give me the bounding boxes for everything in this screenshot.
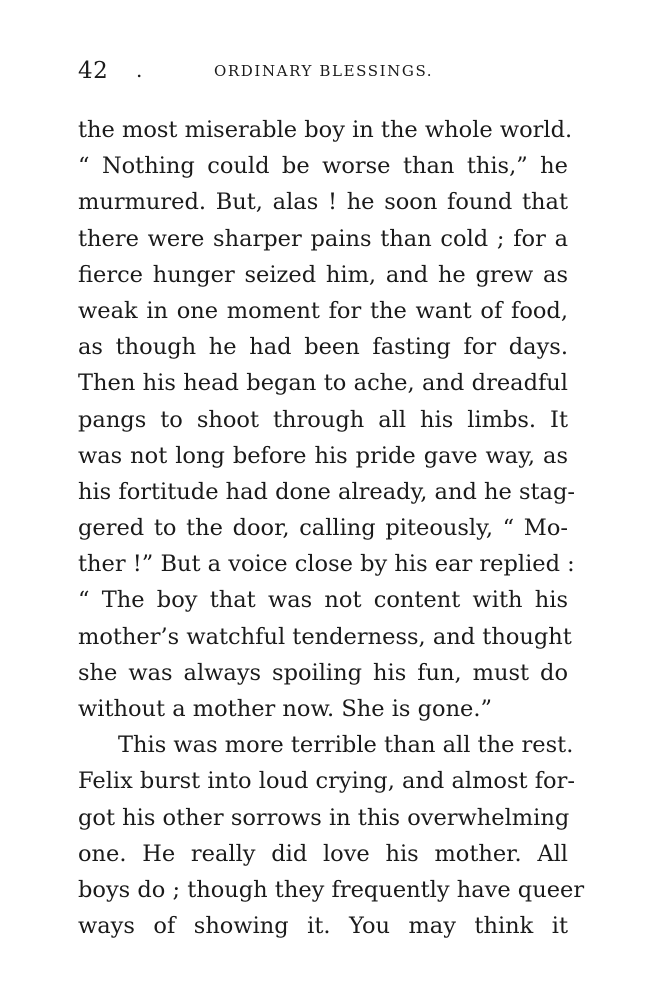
text-line: his fortitude had done already, and he stag- — [78, 478, 575, 505]
page-number: 42 — [78, 58, 109, 84]
text-line: weak in one moment for the want of food, — [78, 297, 568, 324]
text-line: was not long before his pride gave way, as — [78, 442, 568, 469]
text-line: Then his head began to ache, and dreadful — [78, 370, 568, 397]
text-line: ways of showing it. You may think it — [78, 913, 568, 940]
text-line: gered to the door, calling piteously, “ Mo- — [78, 515, 568, 542]
text-line: mother’s watchful tenderness, and thought — [78, 623, 572, 650]
text-line: pangs to shoot through all his limbs. It — [78, 406, 568, 433]
running-title: ORDINARY BLESSINGS. — [214, 62, 434, 80]
text-line: “ Nothing could be worse than this,” he — [78, 153, 568, 180]
text-line: boys do ; though they frequently have queer — [78, 876, 585, 903]
text-line: there were sharper pains than cold ; for a — [78, 225, 568, 252]
text-line: fierce hunger seized him, and he grew as — [78, 261, 568, 288]
text-line: murmured. But, alas ! he soon found that — [78, 189, 568, 216]
text-line: “ The boy that was not content with his — [78, 587, 568, 614]
text-line: got his other sorrows in this overwhelming — [78, 804, 570, 831]
text-line: one. He really did love his mother. All — [78, 840, 568, 867]
paragraph-end-line: without a mother now. She is gone.” — [78, 696, 493, 722]
paragraph-start-line: This was more terrible than all the rest. — [118, 732, 574, 759]
body-text — [78, 112, 585, 944]
running-head — [78, 58, 568, 88]
text-line: ther !” But a voice close by his ear replied : — [78, 551, 575, 578]
header-separator: . — [136, 58, 143, 82]
text-line: as though he had been fasting for days. — [78, 334, 568, 361]
text-line: she was always spoiling his fun, must do — [78, 659, 568, 686]
text-line: the most miserable boy in the whole world. — [78, 117, 573, 143]
text-line: Felix burst into loud crying, and almost for- — [78, 768, 575, 795]
